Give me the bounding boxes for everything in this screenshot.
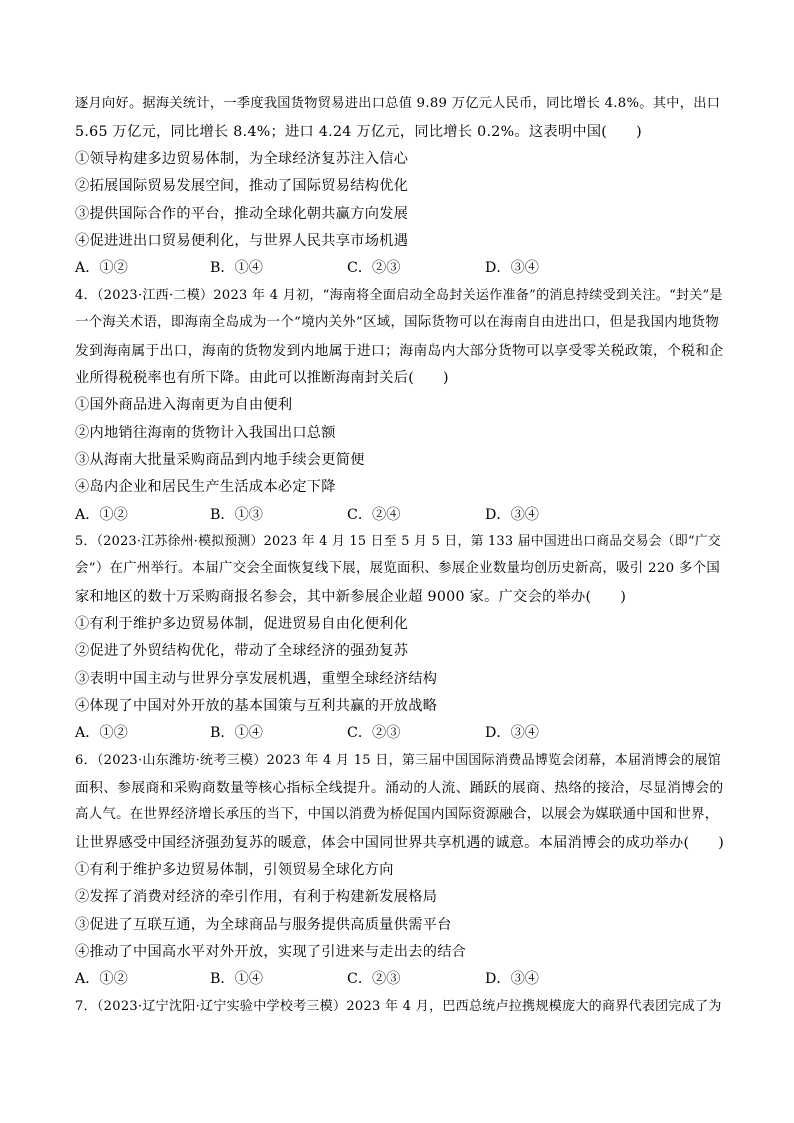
statement-item: ①国外商品进入海南更为自由便利 bbox=[75, 397, 293, 413]
statement-item: ①有利于维护多边贸易体制，促进贸易自由化便利化 bbox=[75, 616, 409, 632]
option-b: B．①④ bbox=[210, 260, 263, 276]
statement-item: ②拓展国际贸易发展空间，推动了国际贸易结构优化 bbox=[75, 178, 409, 194]
option-c: C．②③ bbox=[347, 260, 401, 276]
question-4-line: 一个海关术语，即海南全岛成为一个“境内关外”区域，国际货物可以在海南自由进出口，但是我国内地货物 bbox=[75, 315, 720, 330]
option-b: B．①③ bbox=[210, 507, 263, 523]
option-b: B．①④ bbox=[210, 971, 263, 987]
question-6-line: 让世界感受中国经济强劲复苏的暖意，体会中国同世界共享机遇的诚意。本届消博会的成功举办( ) bbox=[75, 835, 725, 851]
statement-item: ③促进了互联互通，为全球商品与服务提供高质量供需平台 bbox=[75, 917, 452, 933]
question-4-line: 发到海南属于出口，海南的货物发到内地属于进口；海南岛内大部分货物可以享受零关税政策，个税和企 bbox=[75, 343, 724, 359]
question-5-line: 会”）在广州举行。本届广交会全面恢复线下展，展览面积、参展企业数量均创历史新高，吸引 220 多个国 bbox=[75, 561, 721, 576]
question-6-line: 面积、参展商和采购商数量等核心指标全线提升。涌动的人流、踊跃的展商、热络的接洽，尽显消博会的 bbox=[75, 780, 724, 796]
option-d: D．③④ bbox=[485, 971, 539, 987]
statement-item: ④促进进出口贸易便利化，与世界人民共享市场机遇 bbox=[75, 233, 409, 249]
question-7-line: 7．（2023·辽宁沈阳·辽宁实验中学校考三模）2023 年 4 月，巴西总统卢拉携规模庞大的商界代表团完成了为 bbox=[75, 999, 722, 1014]
statement-item: ④体现了中国对外开放的基本国策与互利共赢的开放战略 bbox=[75, 698, 438, 714]
option-d: D．③④ bbox=[485, 260, 539, 276]
option-a: A．①② bbox=[75, 725, 128, 741]
statement-item: ③提供国际合作的平台，推动全球化朝共赢方向发展 bbox=[75, 206, 409, 222]
question-5-line: 家和地区的数十万采购商报名参会，其中新参展企业超 9000 家。广交会的举办( ) bbox=[75, 589, 627, 605]
option-c: C．②③ bbox=[347, 971, 401, 987]
statement-item: ②促进了外贸结构优化，带动了全球经济的强劲复苏 bbox=[75, 643, 409, 659]
option-a: A．①② bbox=[75, 971, 128, 987]
statement-item: ③从海南大批量采购商品到内地手续会更简便 bbox=[75, 452, 365, 468]
question-6-line: 6．（2023·山东潍坊·统考三模）2023 年 4 月 15 日，第三届中国国际消费品博览会闭幕，本届消博会的展馆 bbox=[75, 753, 722, 768]
question-4-line: 业所得税税率也有所下降。由此可以推断海南封关后( ) bbox=[75, 370, 449, 386]
option-b: B．①④ bbox=[210, 725, 263, 741]
statement-item: ③表明中国主动与世界分享发展机遇，重塑全球经济结构 bbox=[75, 671, 438, 687]
option-a: A．①② bbox=[75, 507, 128, 523]
question-5-line: 5．（2023·江苏徐州·模拟预测）2023 年 4 月 15 日至 5 月 5 日，第 133 届中国进出口商品交易会（即“广交 bbox=[75, 534, 722, 549]
intro-text-line: 5.65 万亿元，同比增长 8.4%；进口 4.24 万亿元，同比增长 0.2%。这表明中国( ) bbox=[75, 124, 642, 140]
statement-item: ④推动了中国高水平对外开放，实现了引进来与走出去的结合 bbox=[75, 944, 467, 960]
statement-item: ①有利于维护多边贸易体制，引领贸易全球化方向 bbox=[75, 862, 394, 878]
intro-text-line: 逐月向好。据海关统计，一季度我国货物贸易进出口总值 9.89 万亿元人民币，同比增长 4.8%。其中，出口 bbox=[75, 96, 721, 111]
option-d: D．③④ bbox=[485, 507, 539, 523]
option-a: A．①② bbox=[75, 260, 128, 276]
option-c: C．②④ bbox=[347, 507, 401, 523]
statement-item: ①领导构建多边贸易体制，为全球经济复苏注入信心 bbox=[75, 151, 409, 167]
question-6-line: 高人气。在世界经济增长承压的当下，中国以消费为桥促国内国际资源融合，以展会为媒联通中国和世界， bbox=[75, 807, 719, 822]
option-c: C．②③ bbox=[347, 725, 401, 741]
statement-item: ②内地销往海南的货物计入我国出口总额 bbox=[75, 425, 336, 441]
option-d: D．③④ bbox=[485, 725, 539, 741]
question-4-line: 4．（2023·江西·二模）2023 年 4 月初，“海南将全面启动全岛封关运作准备”的消息持续受到关注。“封关”是 bbox=[75, 288, 723, 303]
statement-item: ④岛内企业和居民生产生活成本必定下降 bbox=[75, 479, 336, 495]
statement-item: ②发挥了消费对经济的牵引作用，有利于构建新发展格局 bbox=[75, 889, 438, 905]
